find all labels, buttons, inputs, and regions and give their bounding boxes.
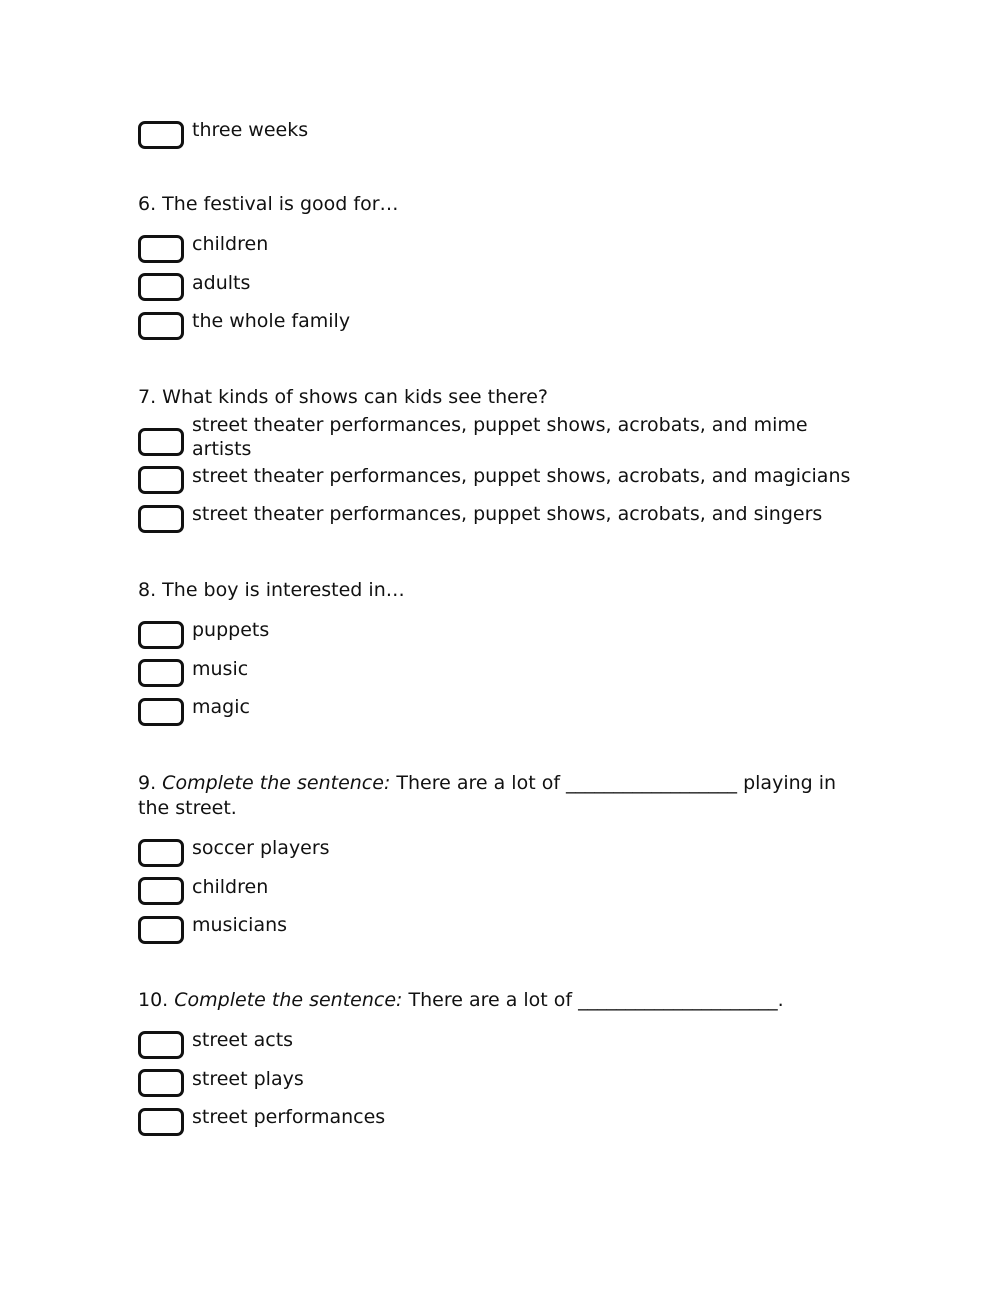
answer-checkbox[interactable] [138, 877, 184, 905]
answer-checkbox[interactable] [138, 235, 184, 263]
option-row[interactable] [138, 305, 858, 344]
option-row[interactable] [138, 691, 858, 730]
answer-checkbox[interactable] [138, 1069, 184, 1097]
question-7 [138, 385, 858, 537]
option-label: magic [192, 696, 250, 719]
question-number: 9. [138, 772, 163, 794]
option-row[interactable] [138, 871, 858, 910]
option-row[interactable] [138, 267, 858, 306]
option-label: street theater performances, puppet shows, acrobats, and singers [192, 503, 823, 526]
option-label: the whole family [192, 310, 351, 333]
option-row[interactable] [138, 460, 858, 499]
option-label: music [192, 657, 249, 680]
answer-checkbox[interactable] [138, 621, 184, 649]
option-label: children [192, 875, 269, 898]
answer-checkbox[interactable] [138, 1031, 184, 1059]
answer-checkbox[interactable] [138, 916, 184, 944]
question-title: 8. The boy is interested in… [138, 579, 405, 601]
question-title [138, 771, 858, 821]
option-label: three weeks [192, 119, 309, 142]
option-row[interactable] [138, 414, 858, 461]
answer-checkbox[interactable] [138, 466, 184, 494]
option-label: street performances [192, 1106, 386, 1129]
option-label: musicians [192, 914, 288, 937]
option-row[interactable] [138, 832, 858, 871]
question-instruction: Complete the sentence: [174, 989, 403, 1011]
question-instruction: Complete the sentence: [162, 772, 391, 794]
answer-checkbox[interactable] [138, 428, 184, 456]
option-label: children [192, 233, 269, 256]
answer-checkbox[interactable] [138, 273, 184, 301]
answer-checkbox[interactable] [138, 505, 184, 533]
question-10 [138, 988, 858, 1140]
option-row[interactable] [138, 909, 858, 948]
option-row[interactable] [138, 653, 858, 692]
question-title [138, 988, 858, 1013]
option-row[interactable] [138, 1024, 858, 1063]
question-6 [138, 192, 858, 344]
answer-checkbox[interactable] [138, 312, 184, 340]
option-row[interactable] [138, 114, 858, 153]
question-8 [138, 578, 858, 730]
answer-checkbox[interactable] [138, 121, 184, 149]
option-row[interactable] [138, 1101, 858, 1140]
option-row[interactable] [138, 498, 858, 537]
answer-checkbox[interactable] [138, 659, 184, 687]
option-label: adults [192, 271, 251, 294]
answer-checkbox[interactable] [138, 839, 184, 867]
option-row[interactable] [138, 228, 858, 267]
question-number: 10. [138, 989, 175, 1011]
question-9 [138, 771, 858, 948]
answer-checkbox[interactable] [138, 1108, 184, 1136]
question-title: 6. The festival is good for… [138, 193, 399, 215]
option-row[interactable] [138, 1063, 858, 1102]
option-row[interactable] [138, 614, 858, 653]
option-label: street theater performances, puppet shows, acrobats, and magicians [192, 464, 851, 487]
question-5-tail [138, 114, 858, 153]
option-label: puppets [192, 619, 270, 642]
answer-checkbox[interactable] [138, 698, 184, 726]
option-label: street plays [192, 1067, 304, 1090]
question-text: There are a lot of _____________________. [402, 989, 784, 1011]
question-text: There are a lot of __________________ playing in the street. [138, 772, 843, 819]
option-label: street theater performances, puppet shows, acrobats, and mime artists [192, 414, 808, 461]
option-label: soccer players [192, 837, 330, 860]
question-title: 7. What kinds of shows can kids see there? [138, 386, 548, 408]
option-label: street acts [192, 1029, 294, 1052]
